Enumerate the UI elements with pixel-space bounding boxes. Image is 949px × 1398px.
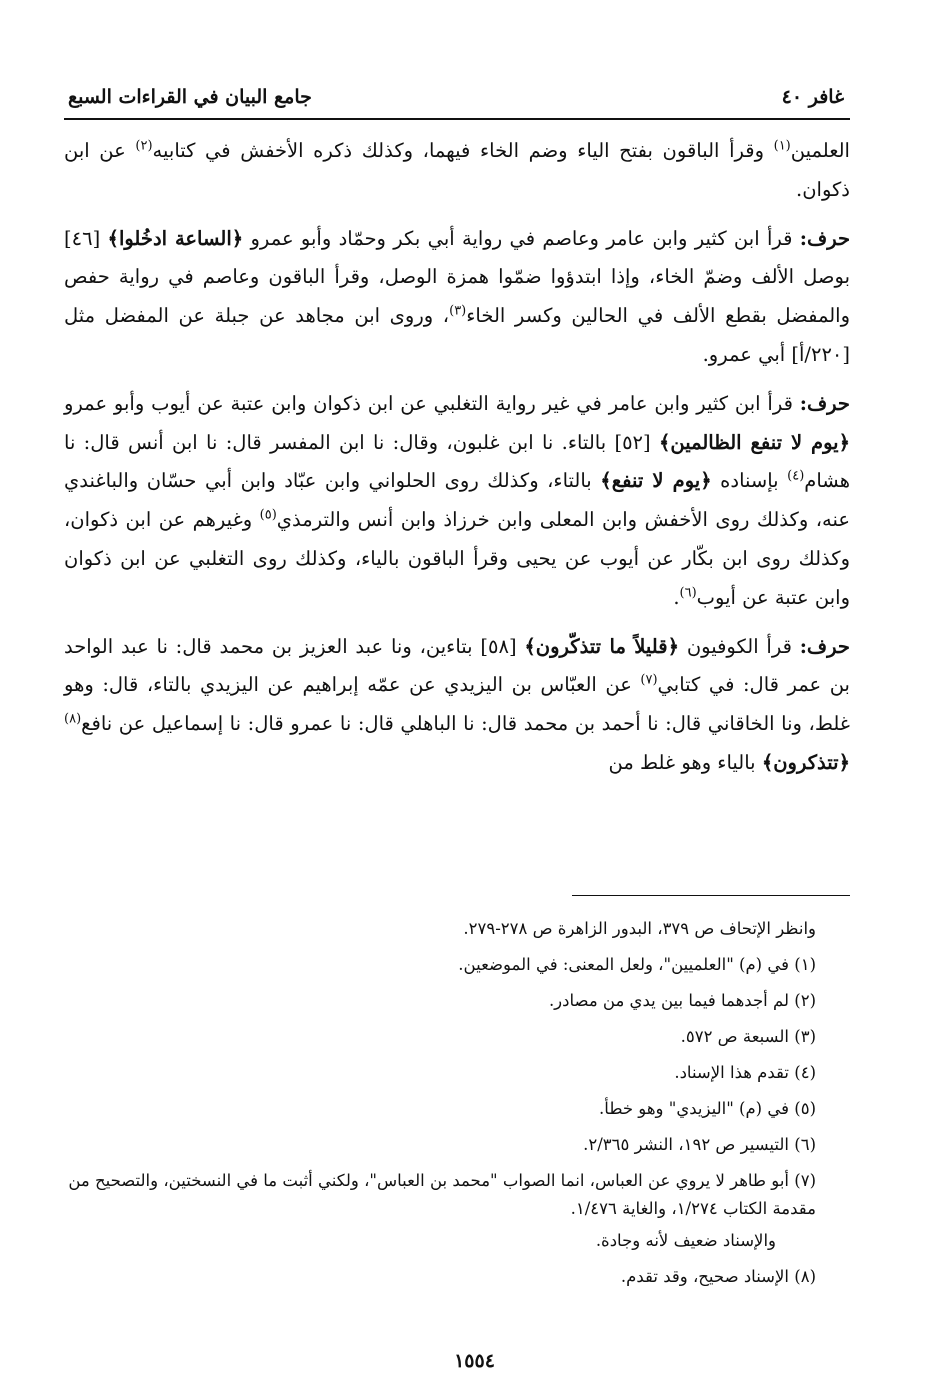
text-run: قرأ ابن كثير وابن عامر في غير رواية التغلبي عن ابن ذكوان وابن عتبة عن أيوب وأبو عمرو xyxy=(64,391,800,415)
text-run: [٥٨] بتاءين، ونا عبد العزيز بن محمد قال: نا عبد الواحد بن عمر قال: في كتابي xyxy=(64,634,850,697)
text-run: وقرأ الباقون بفتح الياء وضم الخاء فيهما، وكذلك ذكره الأخفش في كتابيه xyxy=(152,139,774,162)
page-number: ١٥٥٤ xyxy=(454,1350,495,1372)
footnote-ref: (١) xyxy=(773,138,791,154)
text-run: بالتاء، وكذلك روى الحلواني وابن عبّاد وابن أبي حسّان والباغندي عنه، وكذلك روى الأخفش وابن المعلى وابن خرزاذ وابن أنس والترمذي xyxy=(64,469,850,532)
main-text xyxy=(64,132,850,793)
quran-quote: ﴿يوم لا تنفع الظالمين﴾ xyxy=(658,430,850,454)
footnote-ref: (٤) xyxy=(787,468,805,484)
paragraph xyxy=(64,628,850,783)
quran-quote: ﴿قليلاً ما تتذكّرون﴾ xyxy=(524,634,680,658)
footnote-ref: (٣) xyxy=(449,303,467,319)
text-run: [٤٦] بوصل الألف وضمّ الخاء، وإذا ابتدؤوا ضمّوا همزة الوصل، وقرأ الباقون وعاصم في رواية حفص والمفضل بقطع الألف في الحالين وكسر الخاء xyxy=(64,226,850,328)
text-run: بالياء وهو غلط من xyxy=(608,750,762,774)
text-run: العلمين xyxy=(790,139,850,162)
text-run: . xyxy=(673,585,680,609)
footnote-7: (٧) أبو طاهر لا يروي عن العباس، انما الصواب "محمد بن العباس"، ولكني أثبت ما في النسختين، والتصحيح من مقدمة الكتاب ١/٢٧٤، والغاية ١/٤٧٦. xyxy=(68,1171,816,1218)
paragraph xyxy=(64,385,850,618)
surah-verse-label: غافر ٤٠ xyxy=(781,86,844,108)
footnote-6: (٦) التيسير ص ١٩٢، النشر ٢/٣٦٥. xyxy=(583,1135,816,1154)
footnote-5: (٥) في (م) "اليزيدي" وهو خطأ. xyxy=(599,1099,816,1118)
footnote-ref: (٨) xyxy=(64,711,82,727)
text-run: قرأ ابن كثير وابن عامر وعاصم في رواية أبي بكر وحمّاد وأبو عمرو xyxy=(243,226,800,250)
footnote-ref: (٦) xyxy=(679,585,697,601)
footnote-ref: (٥) xyxy=(259,507,277,523)
text-run: ، وروى ابن مجاهد عن جبلة عن المفضل مثل [٢٢٠/أ] أبي عمرو. xyxy=(64,304,850,366)
footnote-ref: (٧) xyxy=(640,672,658,688)
footnote-ref: (٢) xyxy=(135,138,153,154)
footnote-line: وانظر الإتحاف ص ٣٧٩، البدور الزاهرة ص ٢٧٨-٢٧٩. xyxy=(463,919,816,938)
text-run: بإسناده xyxy=(711,469,788,493)
running-header xyxy=(64,82,850,120)
footnotes xyxy=(64,915,816,1299)
book-title: جامع البيان في القراءات السبع xyxy=(68,86,312,108)
paragraph xyxy=(64,220,850,375)
footnote-1: (١) في (م) "العلميين"، ولعل المعنى: في الموضعين. xyxy=(458,955,816,974)
text-run: قرأ الكوفيون xyxy=(679,634,800,658)
footnote-8: (٨) الإسناد صحيح، وقد تقدم. xyxy=(620,1267,816,1286)
section-label: حرف: xyxy=(799,391,850,415)
footnote-3: (٣) السبعة ص ٥٧٢. xyxy=(680,1027,816,1046)
quran-quote: ﴿يوم لا تنفع﴾ xyxy=(600,469,712,493)
footnote-2: (٢) لم أجدهما فيما بين يدي من مصادر. xyxy=(548,991,816,1010)
section-label: حرف: xyxy=(799,634,850,658)
text-run: عن العبّاس بن اليزيدي عن عمّه إبراهيم عن اليزيدي بالتاء، قال: وهو غلط، ونا الخاقاني قال: نا أحمد بن محمد قال: نا الباهلي قال: نا عمرو قال: نا إسماعيل عن نافع xyxy=(64,673,850,736)
text-run: وغيرهم عن ابن ذكوان، وكذلك روى ابن بكّار عن أيوب عن يحيى وقرأ الباقون بالياء، وكذلك روى التغلبي عن ابن ذكوان وابن عتبة عن أيوب xyxy=(64,508,850,609)
footnote-4: (٤) تقدم هذا الإسناد. xyxy=(674,1063,816,1082)
quran-quote: ﴿الساعة ادخُلوا﴾ xyxy=(107,226,244,250)
section-label: حرف: xyxy=(799,226,851,250)
quran-quote: ﴿تتذكرون﴾ xyxy=(761,750,850,774)
paragraph xyxy=(64,132,850,210)
footnote-separator xyxy=(572,895,850,896)
text-run: عن ابن ذكوان. xyxy=(64,139,850,201)
text-run: [٥٢] بالتاء. نا ابن غلبون، وقال: نا ابن المفسر قال: نا ابن أنس قال: نا هشام xyxy=(64,430,850,493)
footnote-7-continued: والإسناد ضعيف لأنه وجادة. xyxy=(595,1231,776,1250)
